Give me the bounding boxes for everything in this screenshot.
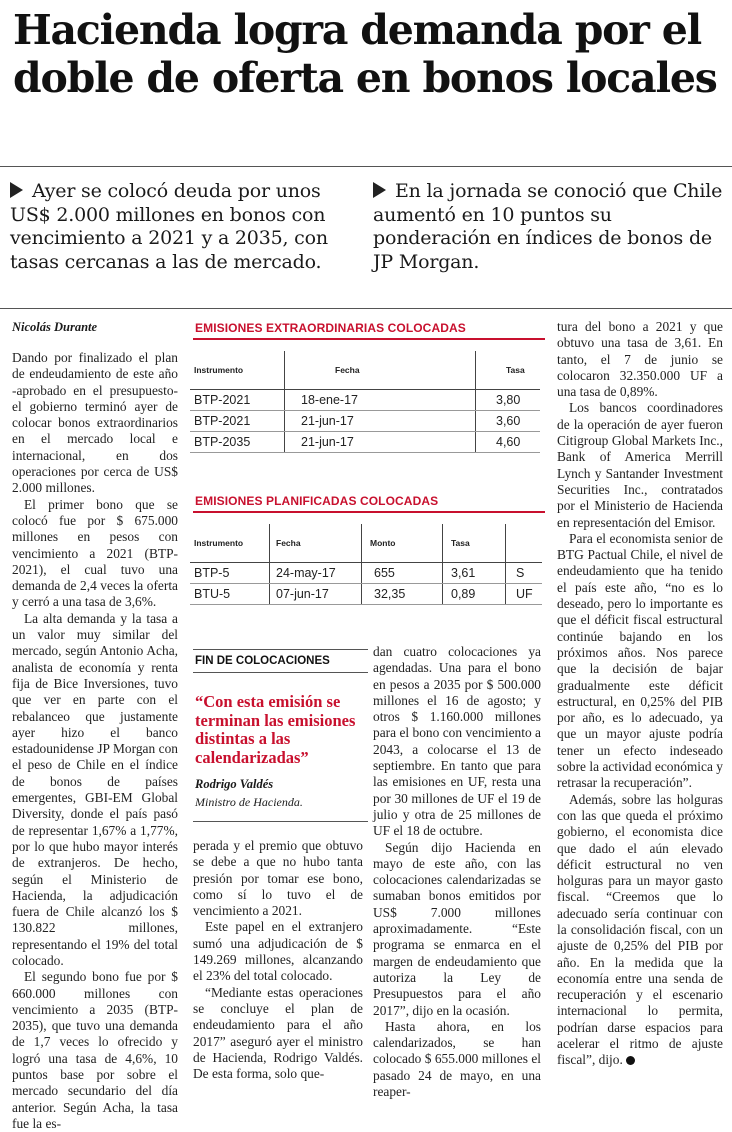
paragraph: Dando por finalizado el plan de endeudamiento de este año -aprobado en el presupuesto- el gobierno terminó ayer de colocar bonos extraordinarios en el mercado local e internacional, en dos operaciones por cerca de US$ 2.000 millones. [12, 350, 178, 496]
cell: 21-jun-17 [285, 411, 476, 432]
table-header-row [190, 524, 542, 563]
cell: 07-jun-17 [270, 584, 362, 605]
triangle-bullet-icon [10, 182, 23, 198]
paragraph: “Mediante estas operaciones se concluye el plan de endeudamiento para el año 2017” aseguró ayer el ministro de Hacienda, Rodrigo Valdés. De esta forma, solo que- [193, 984, 363, 1082]
column-header: Instrumento [190, 351, 285, 390]
table-row [190, 432, 540, 453]
column-header: Instrumento [190, 524, 270, 563]
table-header-row [190, 351, 540, 390]
cell: BTU-5 [190, 584, 270, 605]
paragraph: Para el economista senior de BTG Pactual Chile, el nivel de endeudamiento que ha tenido el país este año, “no es lo deseado, pero lo importante es que el déficit fiscal estructural continúe bajando en los próximos años. Nos parece que la decisión de bajar gradualmente este déficit estructural, en 0,25% del PIB por año, es lo adecuado, ya que un mayor ajuste podría tener un efecto indeseado sobre la actividad económica y retrasar la recuperación”. [557, 530, 723, 791]
cell: 655 [362, 563, 443, 584]
table-row [190, 563, 542, 584]
top-rule [0, 166, 732, 167]
column-header: Tasa [476, 351, 541, 390]
cell: 21-jun-17 [285, 432, 476, 453]
paragraph: Los bancos coordinadores de la operación de ayer fueron Citigroup Global Markets Inc., Bank of America Merrill Lynch y Santander Investment Securities Inc., contratados por el Ministerio de Hacienda en representación del Emisor. [557, 400, 723, 530]
column-header: Tasa [443, 524, 506, 563]
cell: 0,89 [443, 584, 506, 605]
cell: 4,60 [476, 432, 541, 453]
deck-text-left: Ayer se colocó deuda por unos US$ 2.000 millones en bonos con vencimiento a 2021 y a 2035, con tasas cercanas a las de mercado. [10, 180, 328, 273]
box-title-rule [193, 672, 368, 673]
article-column-3 [373, 644, 541, 1100]
paragraph: perada y el premio que obtuvo se debe a que no hubo tanta presión por tomar ese bono, como sí lo tuvo el de vencimiento a 2021. [193, 838, 363, 919]
box-title: FIN DE COLOCACIONES [195, 655, 330, 667]
table1-title-rule [193, 338, 545, 340]
deck-rule [0, 308, 732, 309]
end-mark-icon [626, 1056, 635, 1065]
paragraph-text: Además, sobre las holguras con las que queda el próximo gobierno, el economista dice que dado el aún elevado déficit estructural no ven holguras para un mayor gasto fiscal. “Creemos que lo adecuado sería continuar con la consolidación fiscal, con un ajuste de 0,25% del PIB por año. En la medida que la economía entre una senda de recuperación y el escenario internacional lo permita, podrían darse espacios para acelerar el ritmo de ajuste fiscal”, dijo. [557, 791, 723, 1068]
cell: 3,60 [476, 411, 541, 432]
quote-author: Rodrigo Valdés [195, 777, 274, 791]
cell: 24-may-17 [270, 563, 362, 584]
paragraph [557, 792, 723, 1069]
triangle-bullet-icon [373, 182, 386, 198]
box-top-rule [193, 649, 368, 650]
table-row [190, 584, 542, 605]
article-column-4 [557, 319, 723, 1069]
cell: 18-ene-17 [285, 390, 476, 411]
paragraph: Según dijo Hacienda en mayo de este año, con las colocaciones calendarizadas se sumaban bonos emitidos por US$ 7.000 millones aproximadamente. “Este programa se enmarca en el margen de endeudamiento que autoriza la Ley de Presupuestos para el año 2017”, dijo en la ocasión. [373, 839, 541, 1018]
quote-author-role: Ministro de Hacienda. [195, 795, 303, 809]
paragraph: Hasta ahora, en los calendarizados, se han colocado $ 655.000 millones el pasado 24 de mayo, en una reaper- [373, 1018, 541, 1100]
paragraph: El primer bono que se colocó fue por $ 675.000 millones en pesos con vencimiento a 2021 (BTP-2021), el cual tuvo una demanda de 2,4 veces la oferta y cerró a una tasa de 3,6%. [12, 496, 178, 610]
deck-text-right: En la jornada se conoció que Chile aumentó en 10 puntos su ponderación en índices de bonos de JP Morgan. [373, 180, 723, 273]
deck-right [373, 180, 723, 274]
column-header [506, 524, 543, 563]
article-column-1 [12, 350, 178, 1132]
table-emisiones-extraordinarias [190, 351, 540, 453]
column-header: Fecha [270, 524, 362, 563]
cell: BTP-2021 [190, 390, 285, 411]
cell: BTP-2021 [190, 411, 285, 432]
table-row [190, 390, 540, 411]
paragraph: La alta demanda y la tasa a un valor muy similar del mercado, según Antonio Acha, analista de economía y renta fija de Bice Inversiones, tuvo que ver en parte con el rebalanceo que justamente ayer hizo el banco estadounidense JP Morgan con el peso de Chile en el índice de bonos de países emergentes, GBI-EM Global Diversity, donde el país pasó de representar 1,67% a 1,77%, por lo que hubo mayor interés de extranjeros. De hecho, según el Ministerio de Hacienda, la adjudicación fuera de Chile alcanzó los $ 130.822 millones, representando el 19% del total colocado. [12, 610, 178, 968]
paragraph: El segundo bono fue por $ 660.000 millones con vencimiento a 2035 (BTP-2035), que tuvo una demanda de 1,7 veces lo ofrecido y logró una tasa de 4,6%, 10 puntos base por sobre el mercado secundario del día anterior. Según Acha, la tasa fue la es- [12, 969, 178, 1131]
table2-title: EMISIONES PLANIFICADAS COLOCADAS [195, 494, 439, 508]
byline: Nicolás Durante [12, 320, 98, 334]
paragraph: dan cuatro colocaciones ya agendadas. Una para el bono en pesos a 2035 por $ 500.000 millones el 16 de agosto; y otros $ 1.160.000 millones para el bono con vencimiento a 2043, a colocarse el 13 de septiembre. En tanto que para las emisiones en UF, resta una por 30 millones de UF el 19 de julio y otra de 25 millones de UF el 18 de octubre. [373, 644, 541, 839]
cell: 3,61 [443, 563, 506, 584]
table2-title-rule [193, 511, 545, 513]
pull-quote: “Con esta emisión se terminan las emisiones distintas a las calendarizadas” [195, 692, 356, 767]
article-column-2 [193, 838, 363, 1082]
cell: UF [506, 584, 543, 605]
column-header: Fecha [285, 351, 476, 390]
column-header: Monto [362, 524, 443, 563]
table-emisiones-planificadas [190, 524, 542, 605]
headline: Hacienda logra demanda por el doble de oferta en bonos locales [13, 6, 717, 102]
deck-left [10, 180, 355, 274]
paragraph: tura del bono a 2021 y que obtuvo una tasa de 3,61. En tanto, el 7 de junio se colocaron 32.350.000 UF a una tasa de 0,89%. [557, 319, 723, 400]
box-bottom-rule [193, 821, 368, 822]
paragraph: Este papel en el extranjero sumó una adjudicación de $ 149.269 millones, alcanzando el 23% del total colocado. [193, 919, 363, 984]
table1-title: EMISIONES EXTRAORDINARIAS COLOCADAS [195, 321, 466, 335]
cell: S [506, 563, 543, 584]
cell: BTP-5 [190, 563, 270, 584]
table-row [190, 411, 540, 432]
cell: 3,80 [476, 390, 541, 411]
cell: BTP-2035 [190, 432, 285, 453]
cell: 32,35 [362, 584, 443, 605]
